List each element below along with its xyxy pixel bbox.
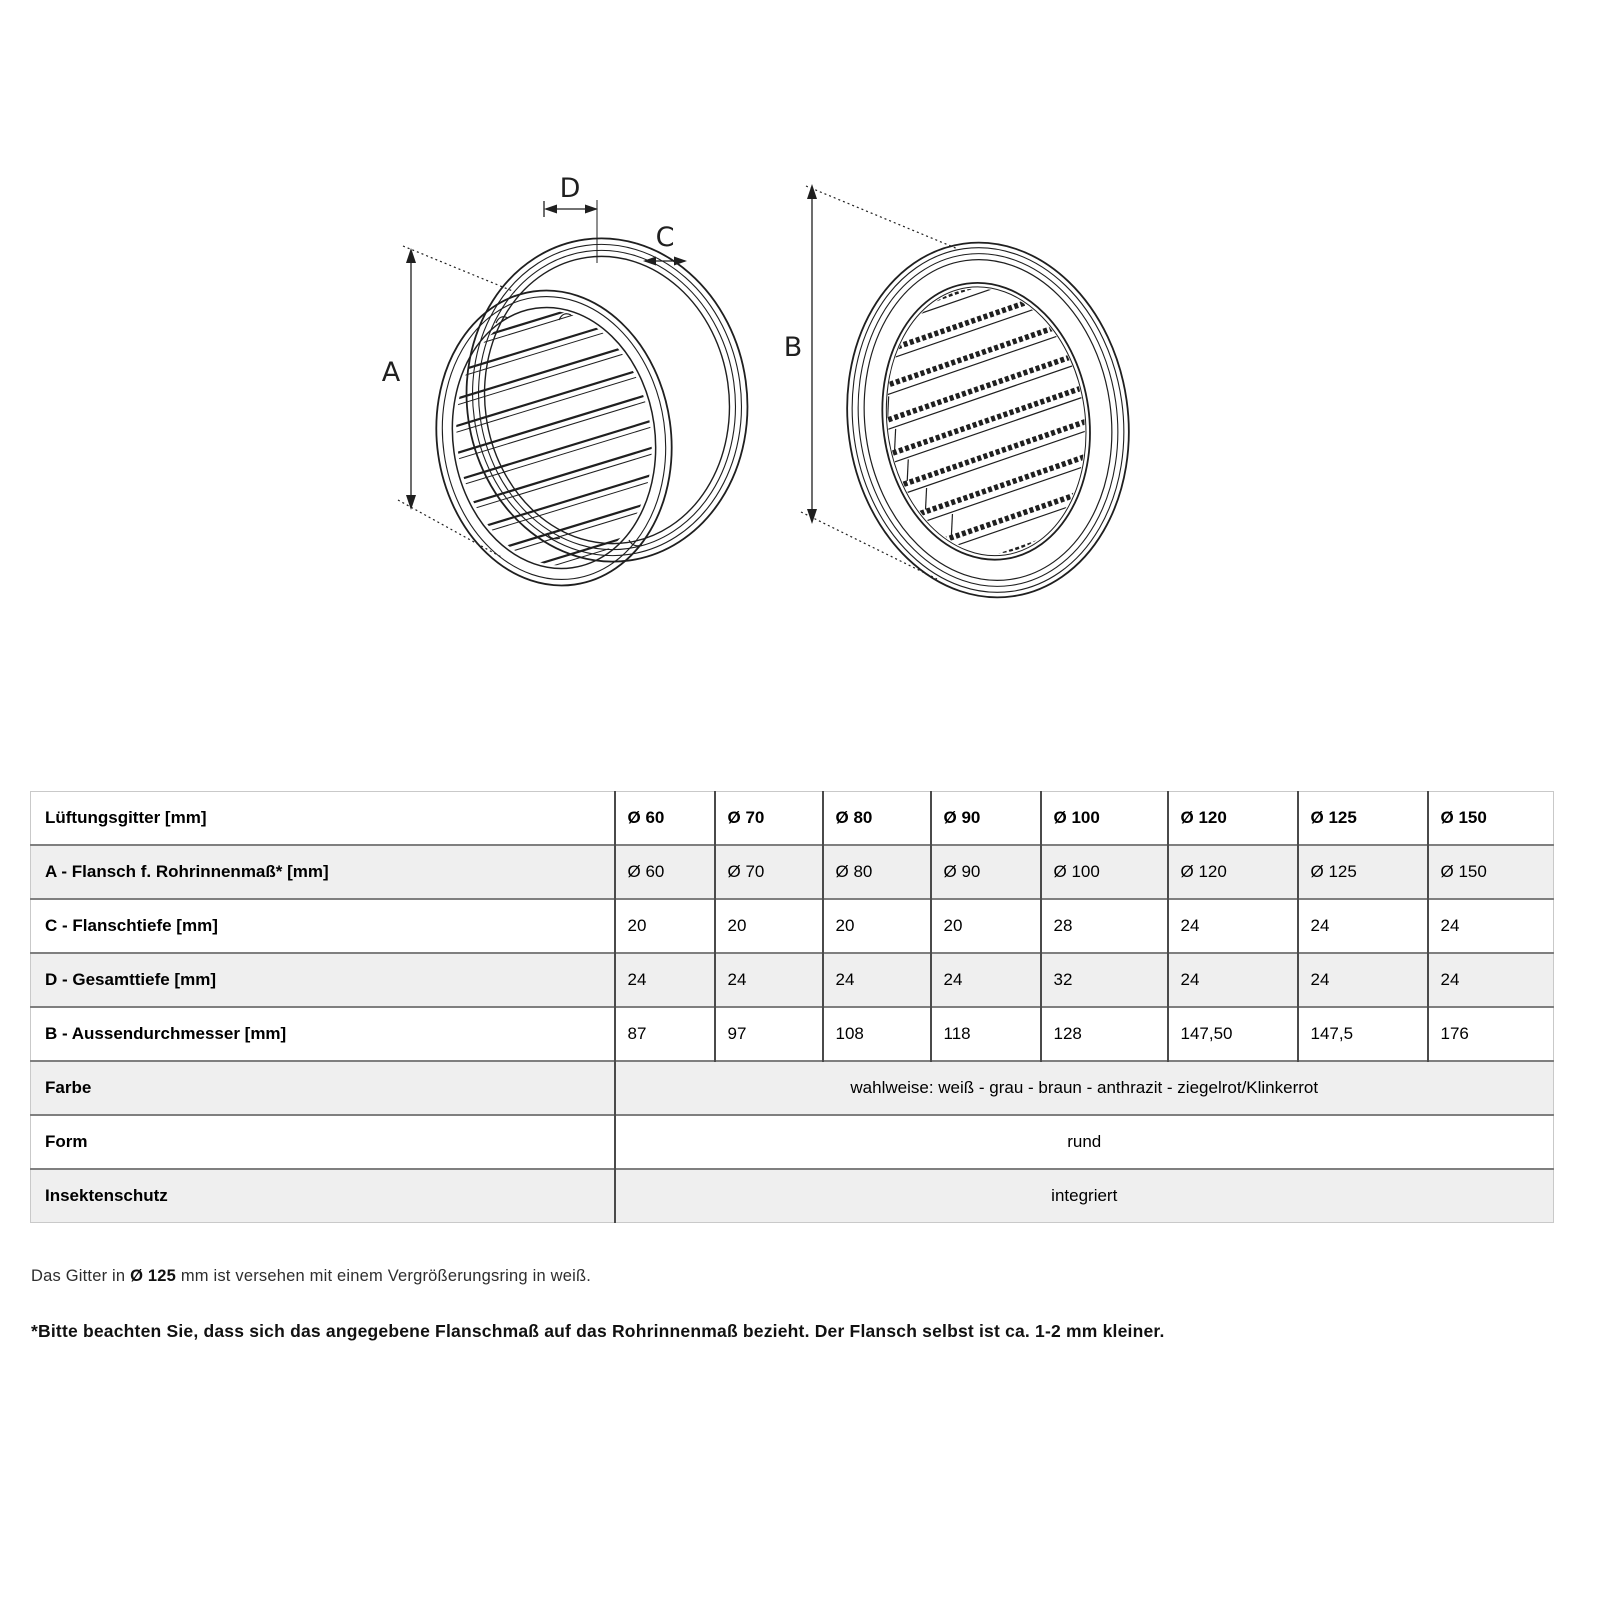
table-cell: 87 — [615, 1007, 715, 1061]
table-cell: Ø 125 — [1298, 845, 1428, 899]
col-header: Ø 80 — [823, 792, 931, 846]
louver-slats-front — [819, 251, 1160, 589]
table-cell: 24 — [1428, 899, 1554, 953]
row-label: B - Aussendurchmesser [mm] — [31, 1007, 615, 1061]
table-cell: Ø 100 — [1041, 845, 1168, 899]
table-cell: 24 — [823, 953, 931, 1007]
row-label: A - Flansch f. Rohrinnenmaß* [mm] — [31, 845, 615, 899]
dim-label-b: B — [783, 332, 803, 363]
table-cell: 147,5 — [1298, 1007, 1428, 1061]
row-label: D - Gesamttiefe [mm] — [31, 953, 615, 1007]
table-row-insektenschutz — [31, 1169, 1554, 1223]
row-label: Insektenschutz — [31, 1169, 615, 1223]
note-vergroesserungsring — [31, 1267, 591, 1286]
table-cell: 20 — [823, 899, 931, 953]
spec-table — [30, 791, 1554, 1223]
table-cell: 24 — [931, 953, 1041, 1007]
table-row-header — [31, 792, 1554, 846]
row-label: C - Flanschtiefe [mm] — [31, 899, 615, 953]
table-row-flansch — [31, 845, 1554, 899]
col-header: Ø 100 — [1041, 792, 1168, 846]
dim-label-a: A — [381, 357, 401, 388]
table-cell: 24 — [615, 953, 715, 1007]
table-cell: 20 — [615, 899, 715, 953]
col-header: Ø 120 — [1168, 792, 1298, 846]
table-cell: 108 — [823, 1007, 931, 1061]
table-row-flanschtiefe — [31, 899, 1554, 953]
table-cell: 24 — [1298, 899, 1428, 953]
table-cell: 20 — [715, 899, 823, 953]
table-cell: 24 — [1298, 953, 1428, 1007]
table-cell: 32 — [1041, 953, 1168, 1007]
row-label: Form — [31, 1115, 615, 1169]
note-bold-diameter: Ø 125 — [130, 1266, 177, 1285]
note-text: Das Gitter in — [31, 1266, 131, 1285]
table-cell: 147,50 — [1168, 1007, 1298, 1061]
table-cell: Ø 80 — [823, 845, 931, 899]
table-cell: Ø 60 — [615, 845, 715, 899]
table-cell: 97 — [715, 1007, 823, 1061]
table-cell-merged: integriert — [615, 1169, 1554, 1223]
col-header: Ø 150 — [1428, 792, 1554, 846]
table-row-farbe — [31, 1061, 1554, 1115]
col-header: Ø 70 — [715, 792, 823, 846]
table-cell: 24 — [715, 953, 823, 1007]
table-cell: 28 — [1041, 899, 1168, 953]
table-row-form — [31, 1115, 1554, 1169]
table-cell: 128 — [1041, 1007, 1168, 1061]
table-cell: 24 — [1168, 953, 1298, 1007]
table-cell: 118 — [931, 1007, 1041, 1061]
table-cell: Ø 150 — [1428, 845, 1554, 899]
note-text: mm ist versehen mit einem Vergrößerungsring in weiß. — [176, 1266, 592, 1285]
row-label: Farbe — [31, 1061, 615, 1115]
row-label: Lüftungsgitter [mm] — [45, 808, 207, 827]
table-cell-merged: rund — [615, 1115, 1554, 1169]
table-cell: 24 — [1168, 899, 1298, 953]
table-cell: Ø 70 — [715, 845, 823, 899]
face-ring — [418, 275, 691, 601]
col-header: Ø 60 — [615, 792, 715, 846]
col-header: Ø 125 — [1298, 792, 1428, 846]
dimension-c — [643, 222, 687, 266]
dim-label-d: D — [559, 173, 581, 204]
flange-rim — [446, 220, 768, 580]
table-cell: 20 — [931, 899, 1041, 953]
table-cell: Ø 90 — [931, 845, 1041, 899]
note-flanschmass: *Bitte beachten Sie, dass sich das angegebene Flanschmaß auf das Rohrinnenmaß bezieht. Der Flansch selbst ist ca. 1-2 mm kleiner. — [31, 1320, 1165, 1341]
dimension-b — [784, 184, 958, 579]
table-cell-merged: wahlweise: weiß - grau - braun - anthrazit - ziegelrot/Klinkerrot — [615, 1061, 1554, 1115]
table-row-aussendurchmesser — [31, 1007, 1554, 1061]
technical-drawing — [0, 0, 1600, 720]
dim-label-c: C — [655, 222, 675, 253]
table-cell: 176 — [1428, 1007, 1554, 1061]
col-header: Ø 90 — [931, 792, 1041, 846]
vent-grille-perspective-view — [387, 220, 769, 601]
vent-grille-front-view — [819, 224, 1160, 616]
table-row-gesamttiefe — [31, 953, 1554, 1007]
table-cell: Ø 120 — [1168, 845, 1298, 899]
table-cell: 24 — [1428, 953, 1554, 1007]
dimension-a — [382, 246, 515, 558]
